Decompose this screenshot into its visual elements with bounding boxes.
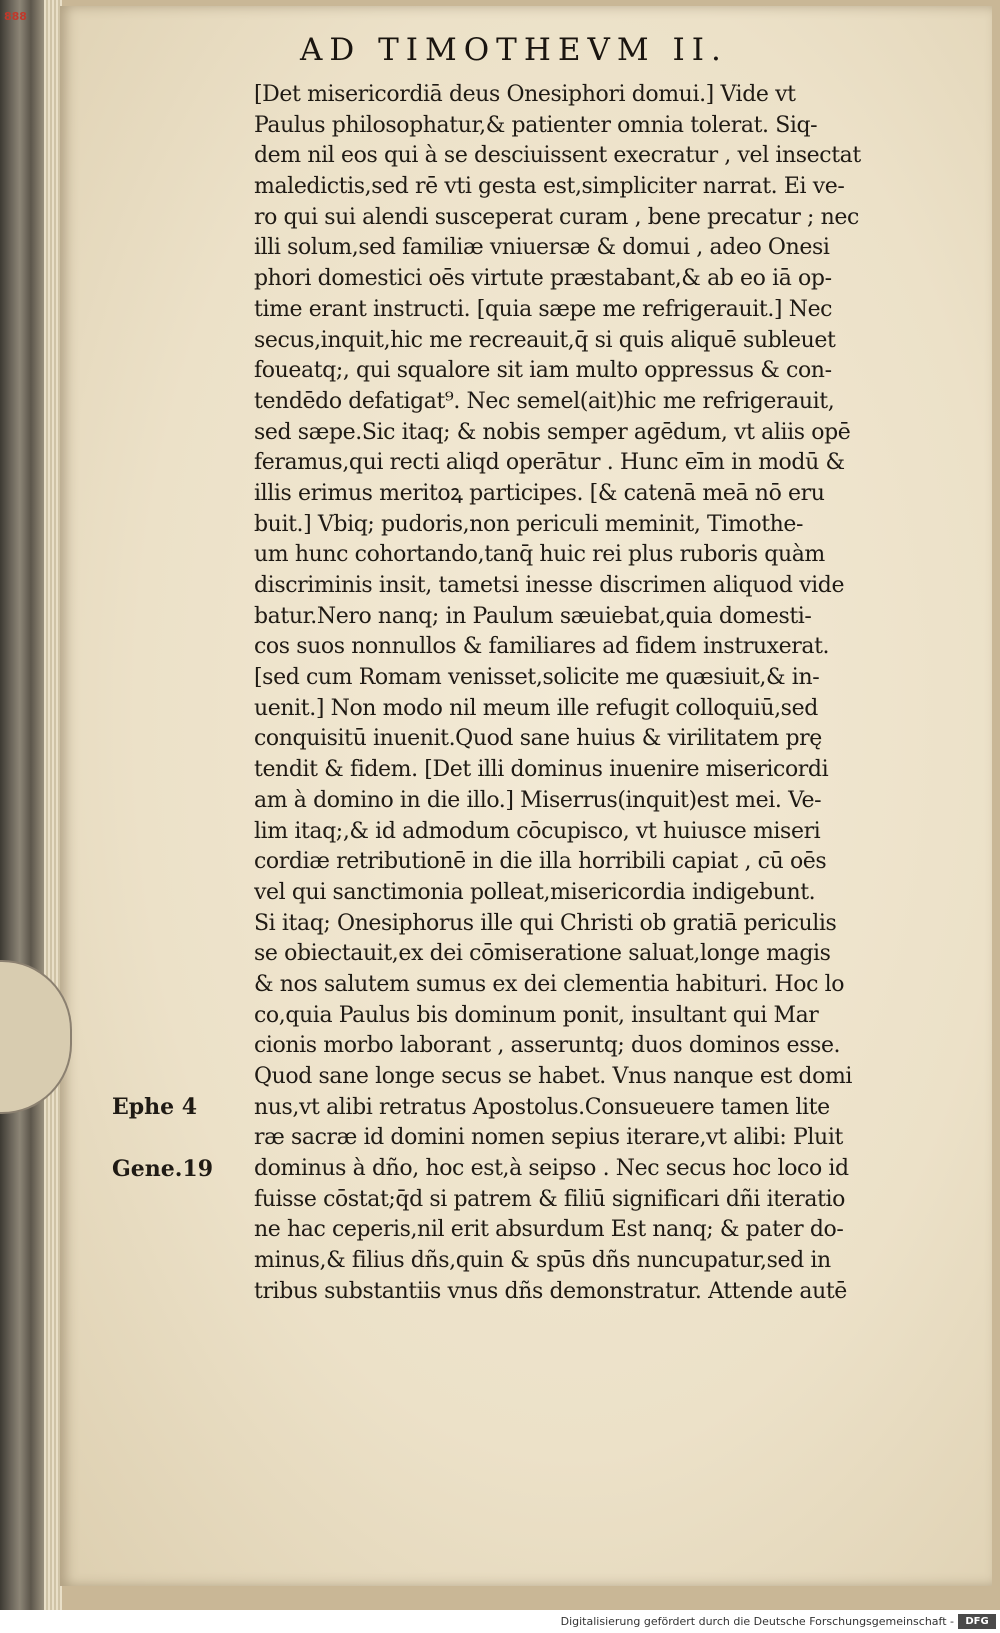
text-line: [sed cum Romam venisset,solicite me quæsiuit,& in- xyxy=(254,665,820,691)
text-line: secus,inquit,hic me recreauit,q̄ si quis aliquē subleuet xyxy=(254,327,836,353)
text-line: co,quia Paulus bis dominum ponit, insultant qui Mar xyxy=(254,1002,819,1028)
book-spine xyxy=(0,0,44,1610)
text-line: & nos salutem sumus ex dei clementia habituri. Hoc lo xyxy=(254,971,845,997)
text-line: Si itaq; Onesiphorus ille qui Christi ob gratiā periculis xyxy=(254,910,837,936)
marginal-note-gene: Gene.19 xyxy=(112,1156,214,1182)
marginal-note-ephe: Ephe 4 xyxy=(112,1094,198,1120)
text-line: Quod sane longe secus se habet. Vnus nanque est domi xyxy=(254,1064,853,1089)
text-line: lim itaq;,& id admodum cōcupisco, vt huiusce miseri xyxy=(254,818,821,844)
footer-credit: Digitalisierung gefördert durch die Deutsche Forschungsgemeinschaft - xyxy=(560,1615,954,1628)
text-line: fuisse cōstat;q̄d si patrem & filiū significari dñi iteratio xyxy=(254,1186,846,1212)
text-line: um hunc cohortando,tanq̄ huic rei plus ruboris quàm xyxy=(254,542,825,568)
footer-bar xyxy=(0,1610,1000,1633)
text-line: time erant instructi. [quia sæpe me refrigerauit.] Nec xyxy=(254,296,833,322)
text-line: vel qui sanctimonia polleat,misericordia indigebunt. xyxy=(254,879,816,905)
text-line: conquisitū inuenit.Quod sane huius & virilitatem prę xyxy=(254,726,822,752)
running-head: AD TIMOTHEVM II. xyxy=(300,32,728,68)
text-line: illi solum,sed familiæ vniuersæ & domui , adeo Onesi xyxy=(254,235,830,261)
text-line: tribus substantiis vnus dñs demonstratur. Attende autē xyxy=(254,1278,847,1304)
text-line: ro qui sui alendi susceperat curam , bene precatur ; nec xyxy=(254,204,859,230)
text-line: cos suos nonnullos & familiares ad fidem instruxerat. xyxy=(254,634,830,660)
text-line: phori domestici oēs virtute præstabant,& ab eo iā op- xyxy=(254,266,832,292)
dfg-logo: DFG xyxy=(958,1614,996,1629)
text-line: minus,& filius dñs,quin & spūs dñs nuncupatur,sed in xyxy=(254,1248,831,1274)
text-line: feramus,qui recti aliqd operātur . Hunc eīm in modū & xyxy=(254,450,845,476)
text-line: tendit & fidem. [Det illi dominus inuenire misericordi xyxy=(254,757,829,783)
text-line: Paulus philosophatur,& patienter omnia tolerat. Siq- xyxy=(254,112,818,138)
text-line: nus,vt alibi retratus Apostolus.Consueuere tamen lite xyxy=(254,1094,830,1120)
text-line: am à domino in die illo.] Miserrus(inquit)est mei. Ve- xyxy=(254,787,822,813)
page-marker: 888 xyxy=(4,10,27,23)
text-line: cionis morbo laborant , asseruntq; duos dominos esse. xyxy=(254,1033,841,1059)
text-line: illis erimus meritoꝝ participes. [& catenā meā nō eru xyxy=(254,480,825,506)
text-line: dem nil eos qui à se desciuissent execratur , vel insectat xyxy=(254,143,861,169)
text-line: se obiectauit,ex dei cōmiseratione saluat,longe magis xyxy=(254,941,831,967)
text-line: [Det misericordiā deus Onesiphori domui.] Vide vt xyxy=(254,82,796,107)
text-line: cordiæ retributionē in die illa horribili capiat , cū oēs xyxy=(254,849,827,875)
text-line: maledictis,sed rē vti gesta est,simpliciter narrat. Ei ve- xyxy=(254,174,845,200)
text-line: buit.] Vbiq; pudoris,non periculi meminit, Timothe- xyxy=(254,511,804,537)
text-line: foueatq;, qui squalore sit iam multo oppressus & con- xyxy=(254,358,832,384)
text-line: ne hac ceperis,nil erit absurdum Est nanq; & pater do- xyxy=(254,1217,844,1243)
text-line: discriminis insit, tametsi inesse discrimen aliquod vide xyxy=(254,573,845,598)
text-line: dominus à dño, hoc est,à seipso . Nec secus hoc loco id xyxy=(254,1156,849,1182)
text-line: uenit.] Non modo nil meum ille refugit colloquiū,sed xyxy=(254,695,818,721)
body-text xyxy=(254,80,914,1308)
text-line: tendēdo defatigat⁹. Nec semel(ait)hic me refrigerauit, xyxy=(254,388,835,414)
text-line: sed sæpe.Sic itaq; & nobis semper agēdum, vt aliis opē xyxy=(254,419,851,445)
text-line: ræ sacræ id domini nomen sepius iterare,vt alibi: Pluit xyxy=(254,1125,843,1151)
text-line: batur.Nero nanq; in Paulum sæuiebat,quia domesti- xyxy=(254,603,812,629)
